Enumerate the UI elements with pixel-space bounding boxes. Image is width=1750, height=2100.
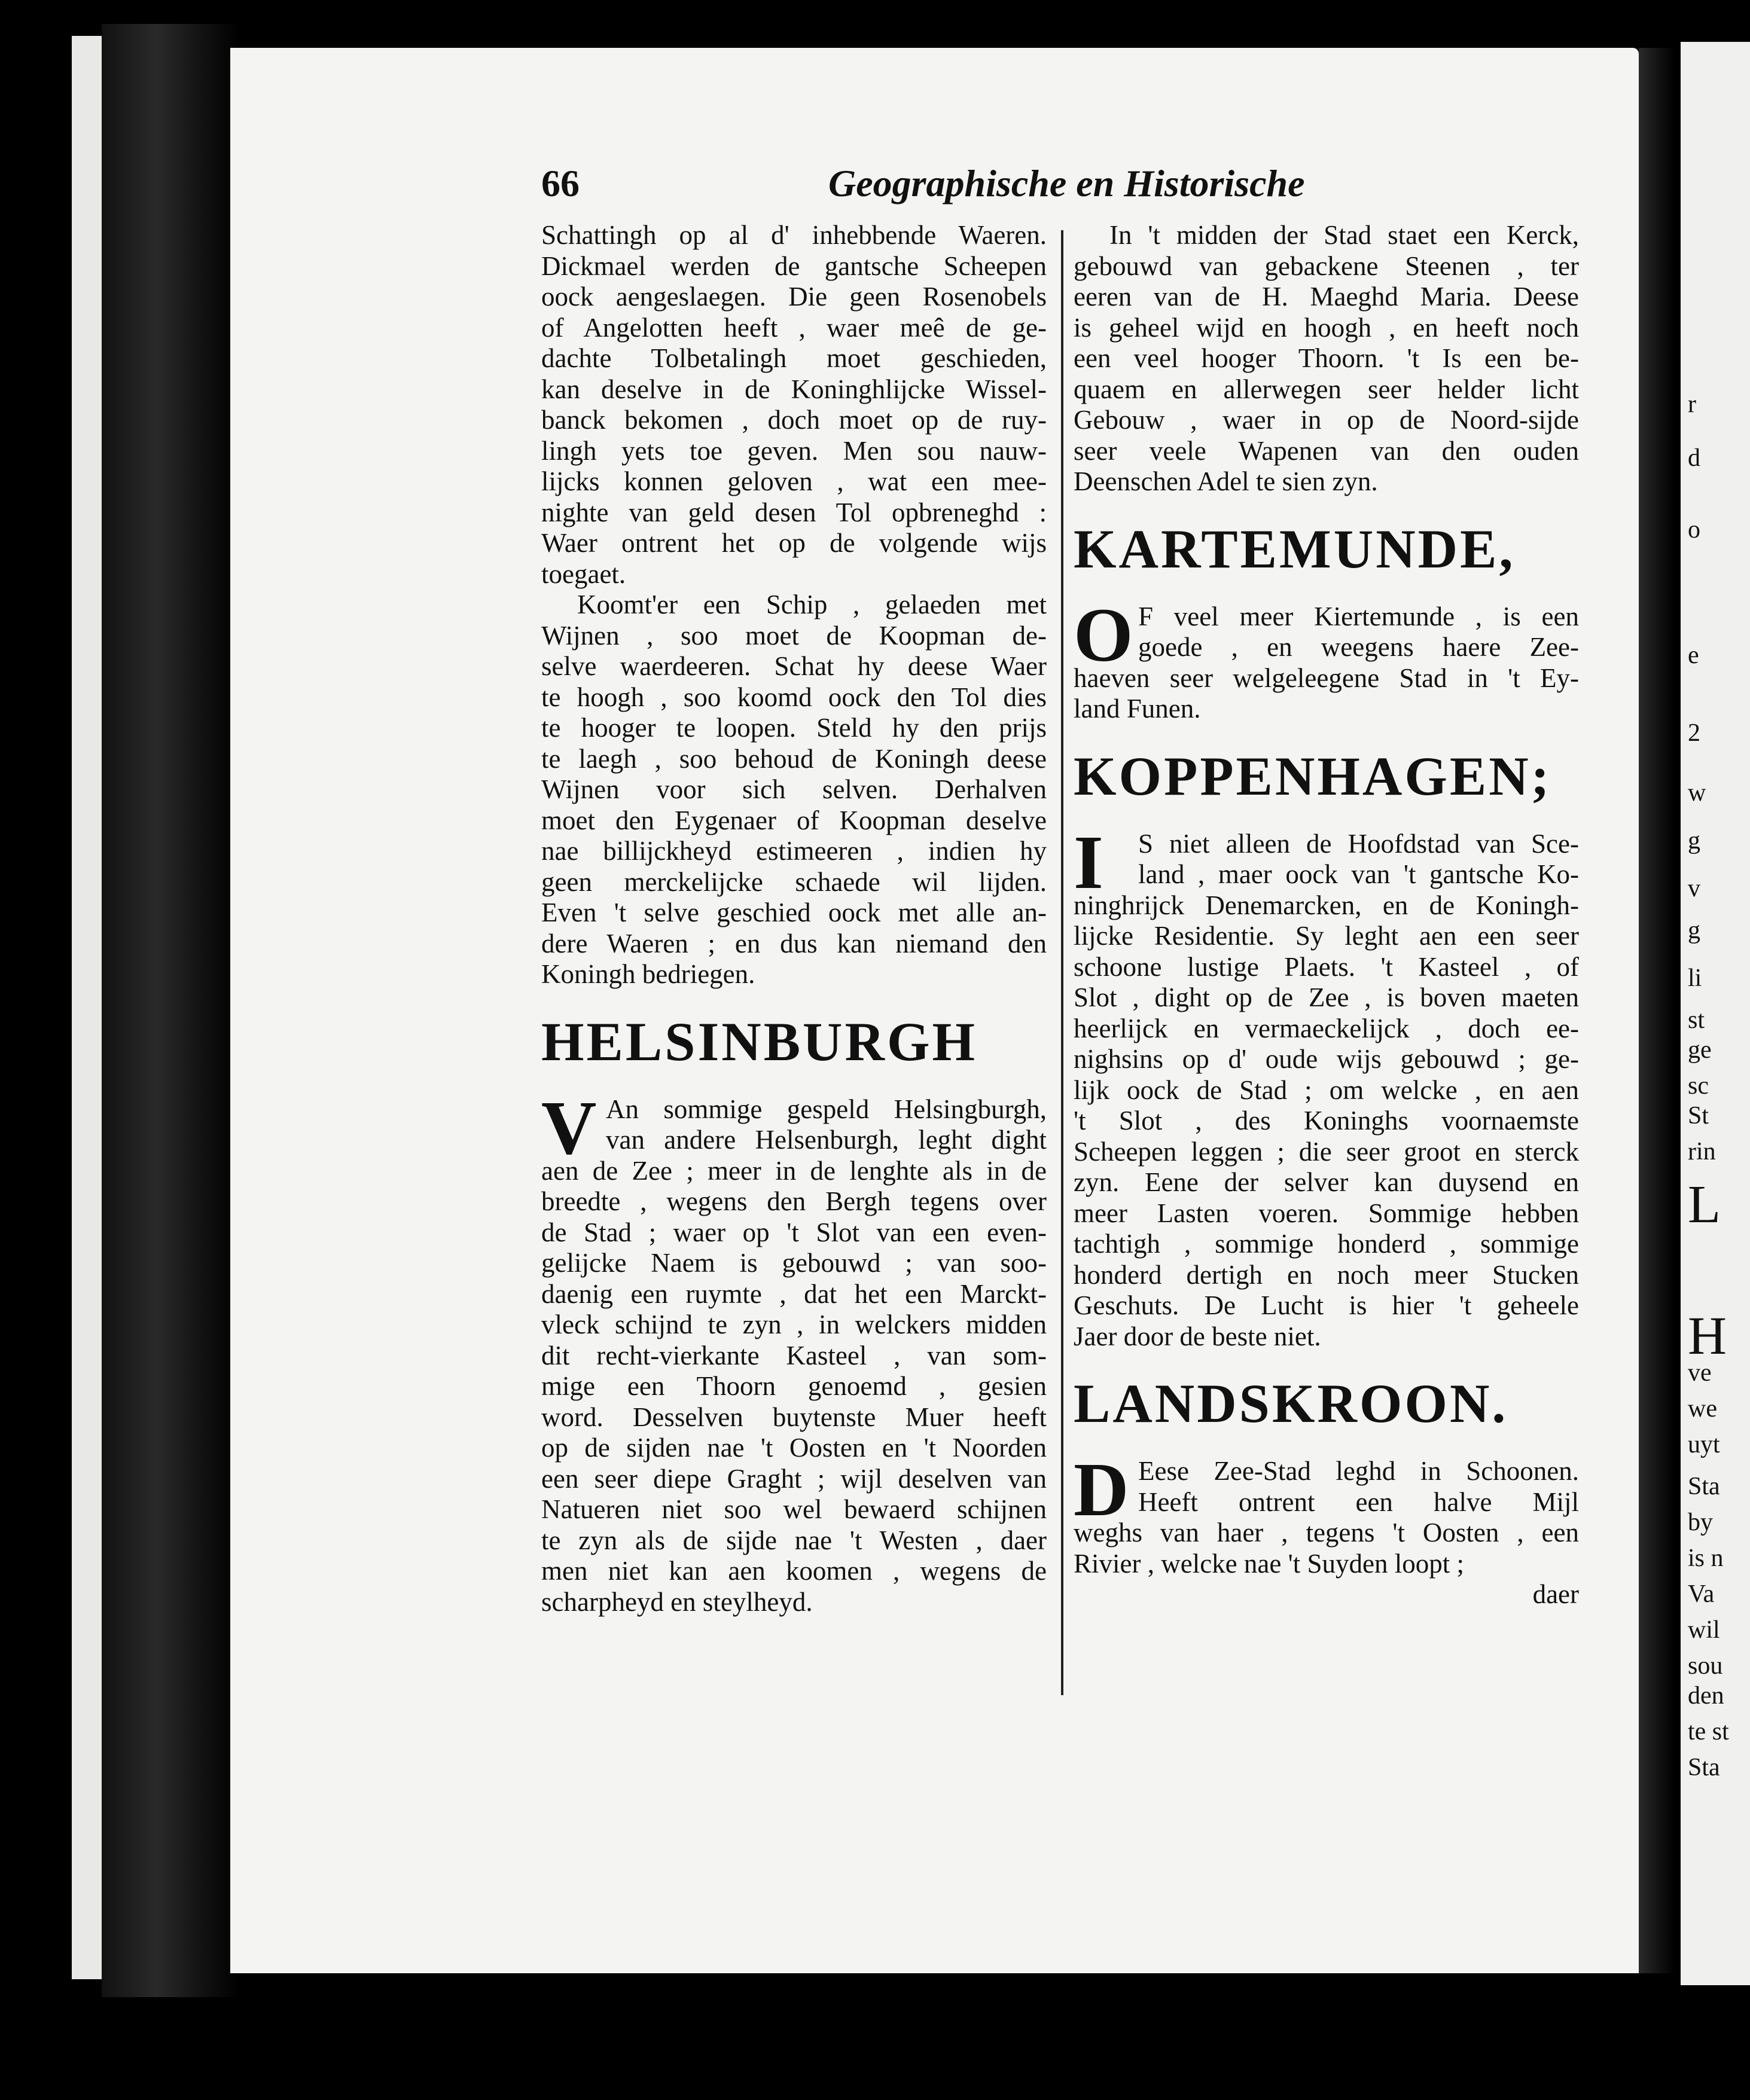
text-line: Koningh bedriegen. (541, 959, 755, 989)
next-page-fragment: g (1688, 917, 1700, 944)
text-line: dachte Tolbetalingh moet geschieden, (541, 343, 1047, 373)
next-page-fragment: by (1688, 1509, 1713, 1536)
text-line: Slot , dight op de Zee , is boven maeten (1074, 982, 1579, 1012)
next-page-fragment: den (1688, 1682, 1724, 1710)
next-page-fragment: ve (1688, 1359, 1712, 1387)
heading-koppenhagen: KOPPENHAGEN; (1074, 745, 1552, 807)
text-line: daenig een ruymte , dat het een Marckt- (541, 1278, 1047, 1309)
text-line: toegaet. (541, 558, 626, 589)
text-line: land , maer oock van 't gantsche Ko- (1138, 859, 1579, 889)
text-line: Rivier , welcke nae 't Suyden loopt ; (1074, 1548, 1464, 1579)
text-line: Heeft ontrent een halve Mijl (1138, 1487, 1579, 1517)
next-page-fragment: H (1688, 1307, 1727, 1366)
text-line: men niet kan aen koomen , wegens de (541, 1556, 1047, 1586)
text-line: te zyn als de sijde nae 't Westen , daer (541, 1525, 1047, 1555)
next-page-fragment: is n (1688, 1545, 1724, 1572)
text-line: vleck schijnd te zyn , in welckers midden (541, 1310, 1047, 1339)
heading-landskroon: LANDSKROON. (1074, 1373, 1508, 1434)
text-line: lijcke Residentie. Sy leght aen een seer (1074, 921, 1579, 951)
text-line: Natueren niet soo wel bewaerd schijnen (541, 1494, 1047, 1524)
text-line: heerlijck en vermaeckelijck , doch ee- (1074, 1013, 1579, 1043)
text-line: op de sijden nae 't Oosten en 't Noorden (541, 1433, 1047, 1463)
drop-cap: I (1074, 819, 1103, 905)
text-line: nighsins op d' oude wijs gebouwd ; ge- (1074, 1044, 1579, 1074)
text-line: breedte , wegens den Bergh tegens over (541, 1186, 1047, 1216)
next-page-fragment: 2 (1688, 719, 1700, 747)
text-line: mige een Thoorn genoemd , gesien (541, 1371, 1047, 1401)
text-line: banck bekomen , doch moet op de ruy- (541, 405, 1047, 435)
adjacent-page (1681, 42, 1750, 1985)
text-line: oock aengeslaegen. Die geen Rosenobels (541, 282, 1047, 312)
text-line: S niet alleen de Hoofdstad van Sce- (1138, 828, 1579, 859)
next-page-fragment: L (1688, 1175, 1721, 1234)
text-line: een veel hooger Thoorn. 't Is een be- (1074, 343, 1579, 373)
text-line: te laegh , soo behoud de Koningh deese (541, 743, 1047, 774)
text-line: te hooger te loopen. Steld hy den prijs (541, 713, 1047, 743)
text-line: aen de Zee ; meer in de lenghte als in de (541, 1155, 1047, 1186)
text-line: zyn. Eene der selver kan duysend en (1074, 1167, 1579, 1197)
text-line: lingh yets toe geven. Men sou nauw- (541, 435, 1047, 466)
paragraph-church (1074, 220, 1579, 497)
text-line: een seer diepe Graght ; wijl deselven van (541, 1463, 1047, 1494)
next-page-fragment: sou (1688, 1652, 1723, 1680)
heading-helsinburgh: HELSINBURGH (541, 1011, 978, 1072)
text-line: Koomt'er een Schip , gelaeden met (577, 590, 1047, 619)
text-line: scharpheyd en steylheyd. (541, 1586, 813, 1617)
paragraph-helsinburgh (541, 1085, 1047, 1618)
text-line: Schattingh op al d' inhebbende Waeren. (541, 220, 1047, 250)
next-page-fragment: sc (1688, 1072, 1709, 1100)
next-page-fragment: w (1688, 779, 1706, 807)
next-page-fragment: we (1688, 1395, 1717, 1423)
text-line: schoone lustige Plaets. 't Kasteel , of (1074, 951, 1579, 982)
next-page-fragment: Va (1688, 1580, 1715, 1608)
text-line: lijk oock de Stad ; om welcke , en aen (1074, 1075, 1579, 1105)
text-line: Geschuts. De Lucht is hier 't geheele (1074, 1290, 1579, 1320)
text-line: meer Lasten voeren. Sommige hebben (1074, 1198, 1579, 1228)
next-page-fragment: St (1688, 1102, 1709, 1130)
text-line: selve waerdeeren. Schat hy deese Waer (541, 651, 1047, 681)
paragraph-wine-valuation (541, 590, 1047, 990)
section-landskroon (1074, 1447, 1579, 1579)
next-page-fragment: r (1688, 390, 1696, 418)
drop-cap: O (1074, 592, 1133, 677)
text-line: An sommige gespeld Helsingburgh, (606, 1094, 1047, 1124)
heading-kartemunde: KARTEMUNDE, (1074, 518, 1516, 579)
text-line: ninghrijck Denemarcken, en de Koningh- (1074, 890, 1579, 920)
next-page-fragment: Sta (1688, 1473, 1720, 1500)
next-page-fragment: st (1688, 1006, 1705, 1034)
right-column (1074, 220, 1579, 1610)
text-line: word. Desselven buytenste Muer heeft (541, 1402, 1047, 1432)
drop-cap: V (541, 1085, 597, 1170)
catchword: daer (1532, 1579, 1579, 1609)
text-line: dit recht-vierkante Kasteel , van som- (541, 1340, 1047, 1371)
text-line: weghs van haer , tegens 't Oosten , een (1074, 1518, 1579, 1547)
page-gutter-shadow (1639, 48, 1675, 1973)
text-line: haeven seer welgeleegene Stad in 't Ey- (1074, 663, 1579, 693)
text-line: In 't midden der Stad staet een Kerck, (1109, 220, 1579, 250)
text-line: Jaer door de beste niet. (1074, 1321, 1321, 1351)
text-line: nae billijckheyd estimeeren , indien hy (541, 836, 1047, 866)
text-line: honderd dertigh en noch meer Stucken (1074, 1259, 1579, 1290)
text-line: Even 't selve geschied oock met alle an- (541, 898, 1047, 927)
text-line: kan deselve in de Koninghlijcke Wissel- (541, 374, 1047, 404)
text-line: nighte van geld desen Tol opbreneghd : (541, 497, 1047, 527)
text-line: de Stad ; waer op 't Slot van een even- (541, 1217, 1047, 1247)
next-page-fragment: o (1688, 516, 1700, 544)
drop-cap: D (1074, 1447, 1129, 1532)
next-page-fragment: wil (1688, 1616, 1720, 1644)
next-page-fragment: ge (1688, 1036, 1712, 1064)
text-line: te hoogh , soo koomd oock den Tol dies (541, 682, 1047, 712)
left-column (541, 220, 1047, 1617)
text-line: Scheepen leggen ; die seer groot en sterck (1074, 1136, 1579, 1167)
text-line: moet den Eygenaer of Koopman deselve (541, 805, 1047, 835)
section-helsinburgh (541, 1085, 1047, 1618)
page-number: 66 (541, 162, 580, 204)
text-line: quaem en allerwegen seer helder licht (1074, 374, 1579, 404)
text-line: van andere Helsenburgh, leght dight (606, 1125, 1047, 1155)
text-line: gelijcke Naem is gebouwd ; van soo- (541, 1248, 1047, 1278)
text-line: land Funen. (1074, 694, 1201, 724)
text-line: Gebouw , waer in op de Noord-sijde (1074, 405, 1579, 435)
section-koppenhagen (1074, 819, 1579, 1353)
text-line: F veel meer Kiertemunde , is een (1138, 601, 1579, 631)
text-line: is geheel wijd en hoogh , en heeft noch (1074, 312, 1579, 343)
next-page-fragment: v (1688, 875, 1700, 902)
next-page-fragment: g (1688, 827, 1700, 854)
text-line: Wijnen , soo moet de Koopman de- (541, 620, 1047, 651)
text-line: Deenschen Adel te sien zyn. (1074, 466, 1378, 496)
next-page-fragment: Sta (1688, 1754, 1720, 1781)
text-line: 't Slot , des Koninghs voornaemste (1074, 1106, 1579, 1136)
paragraph-landskroon (1074, 1447, 1579, 1579)
text-line: seer veele Wapenen van den ouden (1074, 435, 1579, 466)
text-line: Dickmael werden de gantsche Scheepen (541, 251, 1047, 281)
text-line: dere Waeren ; en dus kan niemand den (541, 928, 1047, 959)
text-line: Waer ontrent het op de volgende wijs (541, 528, 1047, 558)
book-binding (102, 24, 239, 1997)
next-page-fragment: uyt (1688, 1431, 1720, 1458)
text-line: geen merckelijcke schaede wil lijden. (541, 866, 1047, 897)
text-line: lijcks konnen geloven , wat een mee- (541, 466, 1047, 496)
paragraph-kartemunde (1074, 592, 1579, 725)
text-line: goede , en weegens haere Zee- (1138, 632, 1579, 662)
running-title: Geographische en Historische (828, 162, 1305, 204)
section-kartemunde (1074, 592, 1579, 725)
text-line: tachtigh , sommige honderd , sommige (1074, 1229, 1579, 1259)
running-head (541, 161, 1313, 209)
text-line: gebouwd van gebackene Steenen , ter (1074, 251, 1579, 281)
next-page-fragment: d (1688, 444, 1700, 472)
text-line: of Angelotten heeft , waer meê de ge- (541, 312, 1047, 343)
next-page-fragment: li (1688, 964, 1702, 992)
column-rule (1061, 230, 1063, 1695)
paragraph-toll (541, 220, 1047, 590)
text-line: Eese Zee-Stad leghd in Schoonen. (1138, 1456, 1579, 1486)
text-line: Wijnen voor sich selven. Derhalven (541, 774, 1047, 804)
next-page-fragment: te st (1688, 1718, 1729, 1745)
next-page-fragment: rin (1688, 1138, 1716, 1165)
text-line: eeren van de H. Maeghd Maria. Deese (1074, 282, 1579, 312)
paragraph-koppenhagen (1074, 819, 1579, 1353)
next-page-fragment: e (1688, 642, 1699, 669)
